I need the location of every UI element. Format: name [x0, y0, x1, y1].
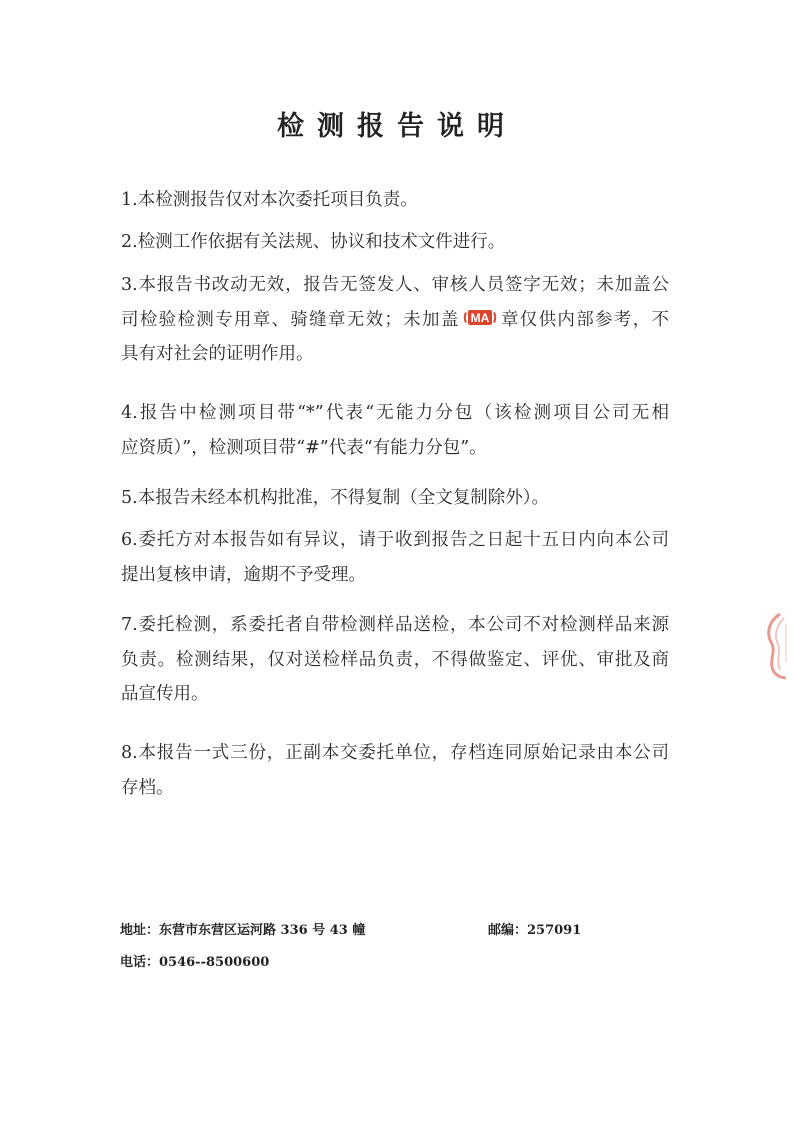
clause-line: 品宣传用。 [121, 684, 209, 704]
cma-seal-text: MA [470, 310, 490, 325]
page-title: 检测报告说明 [277, 111, 517, 142]
clause-line: 应资质）”，检测项目带“#”代表“有能力分包”。 [121, 437, 487, 458]
clause-3 [121, 268, 669, 372]
clause-line: 3.本报告书改动无效，报告无签发人、审核人员签字无效；未加盖公 [121, 275, 669, 295]
seam-stamp-icon [760, 612, 788, 680]
clause-5 [121, 481, 669, 516]
clause-1 [121, 183, 669, 218]
footer-phone: 电话：0546--8500600 [120, 955, 270, 970]
clause-line: 8.本报告一式三份，正副本交委托单位，存档连同原始记录由本公司 [121, 743, 669, 763]
clause-4 [121, 396, 669, 465]
footer-address-row [120, 919, 720, 938]
clause-line: 负责。检测结果，仅对送检样品负责，不得做鉴定、评优、审批及商 [121, 649, 669, 670]
clause-line-with-seal [121, 303, 669, 338]
clause-line: 2.检测工作依据有关法规、协议和技术文件进行。 [121, 232, 506, 252]
clause-line: 4.报告中检测项目带“*”代表“无能力分包（该检测项目公司无相 [121, 403, 669, 423]
footer-address: 地址：东营市东营区运河路 336 号 43 幢 [120, 923, 366, 938]
cma-seal-icon [463, 308, 497, 327]
footer-postcode: 邮编：257091 [488, 923, 582, 938]
clause-6 [121, 523, 669, 592]
clause-line: 5.本报告未经本机构批准，不得复制（全文复制除外）。 [121, 488, 549, 508]
clause-seal-before: 司检验检测专用章、骑缝章无效；未加盖 [121, 309, 460, 330]
clause-line: 存档。 [121, 777, 174, 798]
clause-line: 提出复核申请，逾期不予受理。 [121, 564, 366, 585]
clause-line: 1.本检测报告仅对本次委托项目负责。 [121, 190, 418, 210]
clause-line: 7.委托检测，系委托者自带检测样品送检，本公司不对检测样品来源 [121, 615, 669, 635]
clause-2 [121, 225, 669, 260]
footer-phone-row [120, 951, 720, 970]
clause-line: 6.委托方对本报告如有异议，请于收到报告之日起十五日内向本公司 [121, 530, 669, 550]
clause-seal-after: 章仅供内部参考，不 [499, 309, 670, 330]
clause-8 [121, 736, 669, 805]
clause-7 [121, 608, 669, 712]
clause-line: 具有对社会的证明作用。 [121, 344, 314, 364]
